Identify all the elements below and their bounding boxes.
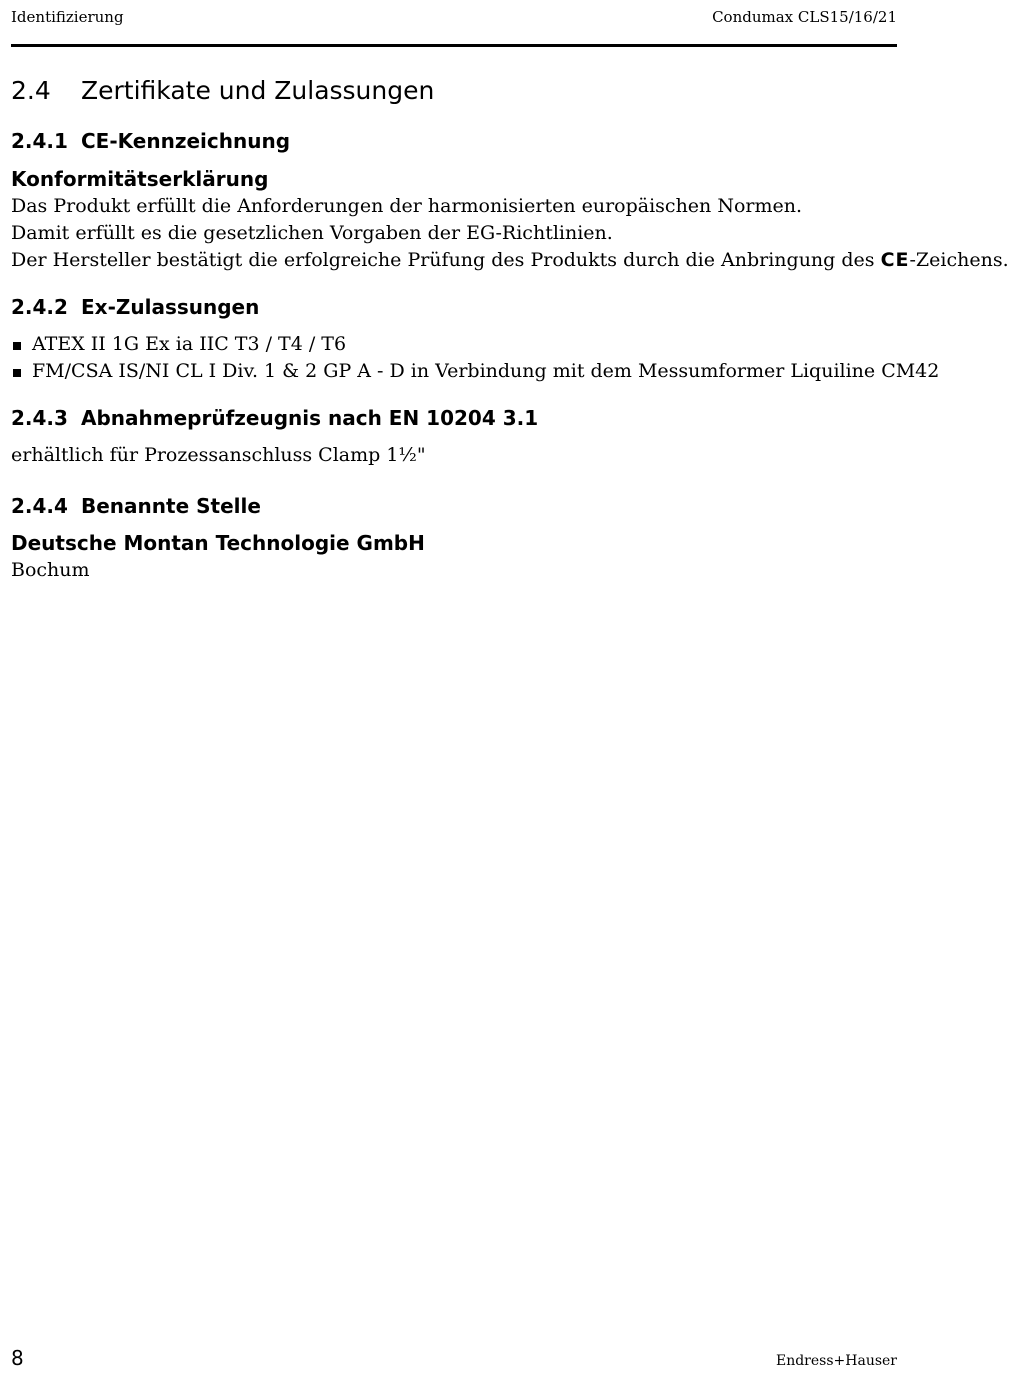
subsection-title-text: CE-Kennzeichnung: [81, 129, 291, 153]
header-section-label: Identifizierung: [11, 8, 124, 26]
subsection-number: 2.4.4: [11, 494, 68, 518]
subsection-ce-title: [11, 126, 901, 156]
notified-body-name: Deutsche Montan Technologie GmbH: [11, 531, 425, 555]
certificate-text: erhältlich für Prozessanschluss Clamp 1½": [11, 444, 426, 466]
bullet-square-icon: [13, 369, 21, 377]
subsection-ex-title: [11, 292, 901, 322]
section-number: 2.4: [11, 76, 51, 105]
subsection-notified-body-title: [11, 491, 901, 521]
conformity-line-3-start: Der Hersteller bestätigt die erfolgreiche Prüfung des Produkts durch die Anbringung des: [11, 249, 881, 271]
ce-mark-icon: CE: [880, 249, 910, 271]
bullet-square-icon: [13, 342, 21, 350]
subsection-certificate-title: [11, 403, 901, 433]
ex-approvals-list: [11, 331, 940, 385]
subsection-number: 2.4.1: [11, 129, 68, 153]
page-number: 8: [11, 1346, 24, 1370]
section-title: [11, 72, 901, 110]
list-item: [11, 358, 940, 385]
notified-body-city: Bochum: [11, 559, 90, 581]
subsection-title-text: Ex-Zulassungen: [81, 295, 260, 319]
subsection-title-text: Benannte Stelle: [81, 494, 261, 518]
page-content: [11, 72, 1009, 584]
subsection-number: 2.4.3: [11, 406, 68, 430]
subsection-number: 2.4.2: [11, 295, 68, 319]
header-divider: [11, 44, 897, 47]
section-title-text: Zertifikate und Zulassungen: [81, 76, 435, 105]
conformity-line-3-end: -Zeichens.: [909, 249, 1009, 271]
list-item-text: FM/CSA IS/NI CL I Div. 1 & 2 GP A - D in Verbindung mit dem Messumformer Liquiline CM42: [32, 360, 940, 382]
list-item-text: ATEX II 1G Ex ia IIC T3 / T4 / T6: [32, 333, 347, 355]
conformity-line-3: [11, 247, 1009, 274]
conformity-line-1: Das Produkt erfüllt die Anforderungen der harmonisierten europäischen Normen.: [11, 195, 803, 217]
list-item: [11, 331, 901, 358]
header-product-name: Condumax CLS15/16/21: [712, 8, 897, 26]
conformity-line-2: Damit erfüllt es die gesetzlichen Vorgaben der EG-Richtlinien.: [11, 222, 613, 244]
subsection-title-text: Abnahmeprüfzeugnis nach EN 10204 3.1: [81, 406, 539, 430]
footer-brand: Endress+Hauser: [775, 1353, 897, 1369]
conformity-heading: Konformitätserklärung: [11, 167, 269, 191]
